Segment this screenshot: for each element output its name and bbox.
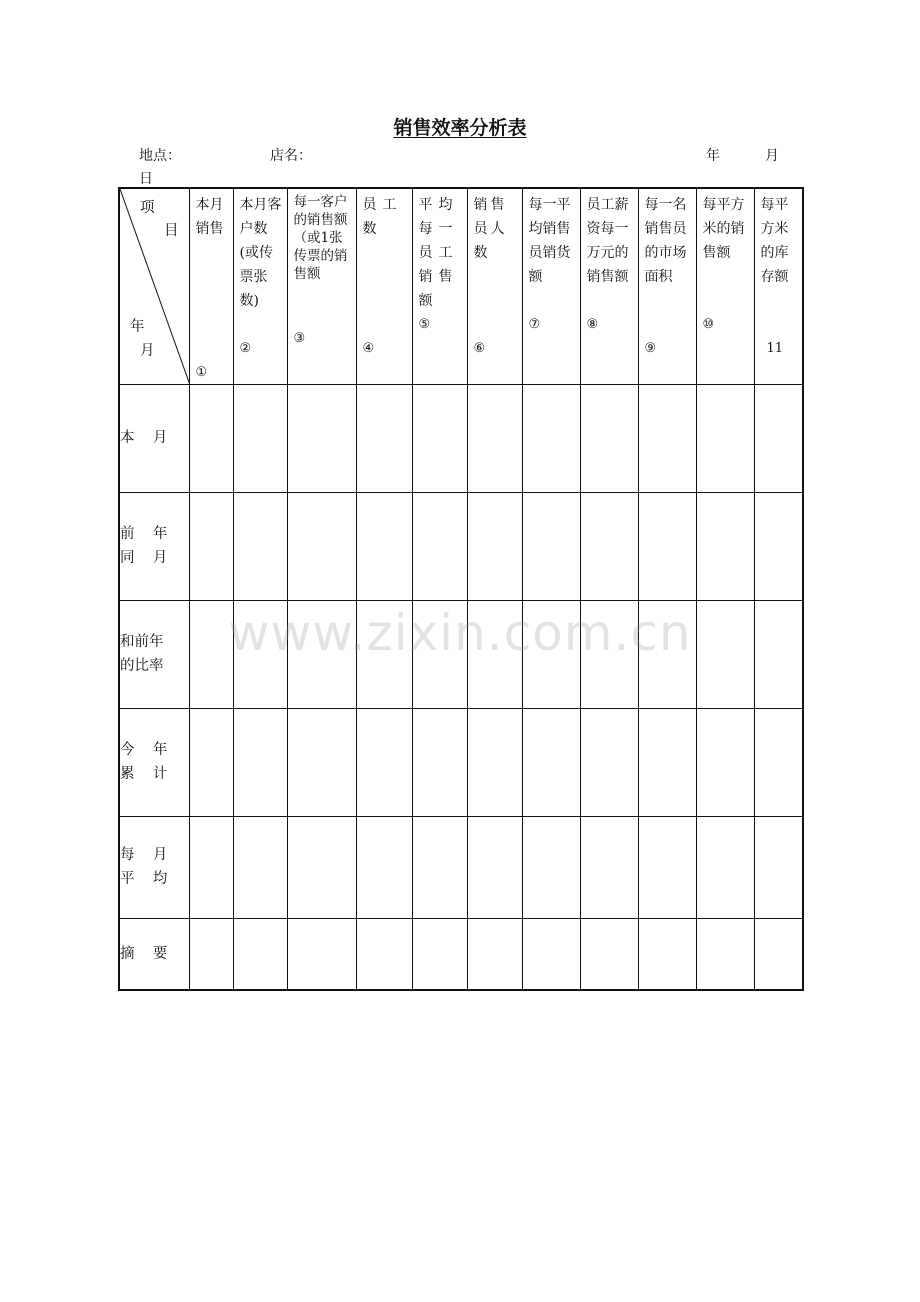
data-cell[interactable]	[467, 708, 522, 816]
data-cell[interactable]	[754, 816, 803, 918]
data-cell[interactable]	[356, 918, 412, 990]
data-cell[interactable]	[287, 816, 356, 918]
data-cell[interactable]	[412, 492, 467, 600]
data-cell[interactable]	[189, 492, 233, 600]
year-label: 年	[706, 148, 720, 164]
column-number: ⑤	[418, 317, 431, 332]
data-cell[interactable]	[580, 918, 638, 990]
column-header	[233, 188, 287, 384]
data-cell[interactable]	[467, 918, 522, 990]
corner-year-label: 年	[130, 319, 145, 335]
data-cell[interactable]	[189, 708, 233, 816]
corner-item-label: 项	[140, 200, 155, 216]
table-row	[119, 384, 803, 492]
column-header-text: 员工数	[362, 197, 403, 237]
data-cell[interactable]	[522, 816, 580, 918]
column-header-text: 销售员人数	[473, 197, 508, 261]
data-cell[interactable]	[189, 600, 233, 708]
data-cell[interactable]	[287, 492, 356, 600]
column-number: 11	[766, 341, 784, 356]
data-cell[interactable]	[696, 492, 754, 600]
column-header	[754, 188, 803, 384]
data-cell[interactable]	[356, 492, 412, 600]
data-cell[interactable]	[638, 918, 696, 990]
table-row	[119, 816, 803, 918]
page-title: 销售效率分析表	[393, 117, 527, 139]
data-cell[interactable]	[412, 384, 467, 492]
data-cell[interactable]	[287, 384, 356, 492]
day-label: 日	[139, 171, 153, 187]
data-cell[interactable]	[696, 384, 754, 492]
data-cell[interactable]	[580, 600, 638, 708]
table-row	[119, 600, 803, 708]
column-header-text: 平均每一员工销售额	[418, 197, 459, 309]
data-cell[interactable]	[412, 918, 467, 990]
column-header	[356, 188, 412, 384]
column-header-text: 每平方米的销售额	[702, 197, 745, 261]
header-row	[119, 188, 803, 384]
column-header-text: 每一客户的销售额（或1张传票的销售额	[293, 194, 348, 282]
corner-cell	[119, 188, 189, 384]
row-label: 摘 要	[119, 918, 189, 990]
data-cell[interactable]	[638, 492, 696, 600]
store-label: 店名：	[270, 148, 312, 164]
column-number: ⑥	[473, 341, 486, 356]
column-header	[638, 188, 696, 384]
data-cell[interactable]	[580, 492, 638, 600]
row-label: 每 月 平 均	[119, 816, 189, 918]
data-cell[interactable]	[233, 384, 287, 492]
table-row	[119, 918, 803, 990]
data-cell[interactable]	[580, 816, 638, 918]
data-cell[interactable]	[233, 600, 287, 708]
column-number: ②	[239, 341, 252, 356]
row-label: 前 年 同 月	[119, 492, 189, 600]
row-label: 今 年 累 计	[119, 708, 189, 816]
row-label: 本 月	[119, 384, 189, 492]
data-cell[interactable]	[189, 816, 233, 918]
data-cell[interactable]	[754, 492, 803, 600]
column-number: ③	[293, 331, 306, 346]
data-cell[interactable]	[233, 492, 287, 600]
data-cell[interactable]	[522, 384, 580, 492]
data-cell[interactable]	[412, 708, 467, 816]
data-cell[interactable]	[754, 600, 803, 708]
data-cell[interactable]	[287, 708, 356, 816]
data-cell[interactable]	[696, 600, 754, 708]
column-number: ①	[195, 365, 208, 380]
column-header-text: 本月销售	[195, 197, 224, 237]
sales-efficiency-table	[118, 187, 804, 991]
column-header	[522, 188, 580, 384]
diagonal-line	[120, 189, 190, 385]
data-cell[interactable]	[189, 384, 233, 492]
data-cell[interactable]	[467, 816, 522, 918]
data-cell[interactable]	[580, 384, 638, 492]
column-header	[467, 188, 522, 384]
data-cell[interactable]	[233, 708, 287, 816]
data-cell[interactable]	[233, 816, 287, 918]
data-cell[interactable]	[638, 816, 696, 918]
column-header	[580, 188, 638, 384]
data-cell[interactable]	[754, 918, 803, 990]
data-cell[interactable]	[467, 492, 522, 600]
column-number: ⑦	[528, 317, 541, 332]
data-cell[interactable]	[638, 708, 696, 816]
data-cell[interactable]	[638, 384, 696, 492]
column-header-text: 本月客户数(或传票张数)	[239, 197, 282, 309]
data-cell[interactable]	[412, 816, 467, 918]
data-cell[interactable]	[522, 918, 580, 990]
column-number: ④	[362, 341, 375, 356]
data-cell[interactable]	[522, 492, 580, 600]
data-cell[interactable]	[356, 600, 412, 708]
data-cell[interactable]	[467, 600, 522, 708]
data-cell[interactable]	[356, 384, 412, 492]
column-header-text: 每一平均销售员销货额	[528, 197, 571, 285]
data-cell[interactable]	[522, 708, 580, 816]
column-header	[189, 188, 233, 384]
column-header-text: 员工薪资每一万元的销售额	[586, 197, 629, 285]
location-label: 地点：	[139, 148, 181, 164]
column-header	[696, 188, 754, 384]
data-cell[interactable]	[233, 918, 287, 990]
data-cell[interactable]	[754, 708, 803, 816]
data-cell[interactable]	[412, 600, 467, 708]
data-cell[interactable]	[696, 918, 754, 990]
data-cell[interactable]	[638, 600, 696, 708]
corner-month-label: 月	[140, 343, 155, 359]
data-cell[interactable]	[356, 816, 412, 918]
column-number: ⑨	[644, 341, 657, 356]
watermark: www.zixin.com.cn	[228, 604, 692, 662]
column-header	[412, 188, 467, 384]
corner-item-label-2: 目	[164, 223, 179, 239]
data-cell[interactable]	[696, 708, 754, 816]
data-cell[interactable]	[287, 918, 356, 990]
column-number: ⑩	[702, 317, 715, 332]
data-cell[interactable]	[189, 918, 233, 990]
table-row	[119, 492, 803, 600]
data-cell[interactable]	[580, 708, 638, 816]
table-row	[119, 708, 803, 816]
data-cell[interactable]	[356, 708, 412, 816]
column-header	[287, 188, 356, 384]
column-header-text: 每平方米的库存额	[760, 197, 789, 285]
column-number: ⑧	[586, 317, 599, 332]
column-header-text: 每一名销售员的市场面积	[644, 197, 687, 285]
data-cell[interactable]	[287, 600, 356, 708]
data-cell[interactable]	[754, 384, 803, 492]
month-label: 月	[765, 148, 779, 164]
data-cell[interactable]	[696, 816, 754, 918]
data-cell[interactable]	[522, 600, 580, 708]
row-label: 和前年 的比率	[119, 600, 189, 708]
data-cell[interactable]	[467, 384, 522, 492]
